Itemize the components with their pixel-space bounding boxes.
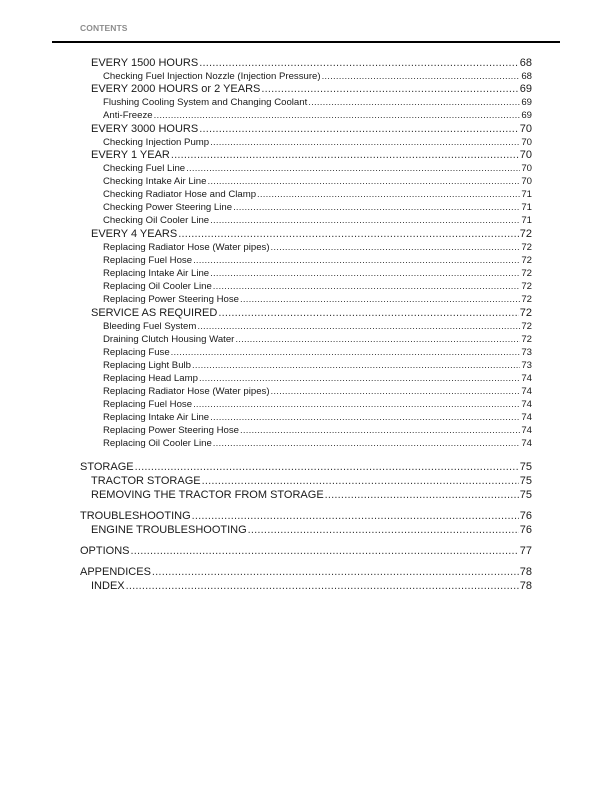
dot-leader (322, 70, 521, 83)
dot-leader (271, 385, 521, 398)
toc-entry[interactable] (80, 510, 532, 523)
dot-leader (154, 109, 521, 122)
toc-entry-page-number: 72 (521, 321, 532, 332)
toc-entry-label: APPENDICES (80, 566, 151, 578)
toc-entry[interactable] (80, 461, 532, 474)
toc-entry-label: Flushing Cooling System and Changing Coolant (103, 97, 308, 108)
toc-entry[interactable] (103, 254, 532, 267)
toc-entry-label: Checking Injection Pump (103, 137, 210, 148)
toc-entry[interactable] (80, 566, 532, 579)
toc-entry-page-number: 71 (521, 215, 532, 226)
toc-entry[interactable] (103, 175, 532, 188)
toc-entry-label: EVERY 1 YEAR (91, 149, 170, 161)
toc-entry[interactable] (103, 411, 532, 424)
toc-entry-page-number: 74 (521, 386, 532, 397)
toc-entry-label: EVERY 1500 HOURS (91, 57, 199, 69)
toc-entry-page-number: 72 (521, 268, 532, 279)
dot-leader (248, 524, 519, 537)
toc-entry-label: Replacing Fuse (103, 347, 170, 358)
toc-entry-label: Checking Radiator Hose and Clamp (103, 189, 257, 200)
dot-leader (193, 254, 520, 267)
toc-entry[interactable] (80, 545, 532, 558)
dot-leader (126, 580, 519, 593)
toc-entry-label: Replacing Radiator Hose (Water pipes) (103, 386, 270, 397)
toc-entry-label: REMOVING THE TRACTOR FROM STORAGE (91, 489, 324, 501)
toc-entry-page-number: 69 (521, 110, 532, 121)
toc-entry[interactable] (91, 307, 532, 320)
toc-entry-page-number: 77 (519, 545, 532, 557)
toc-entry-label: Anti-Freeze (103, 110, 153, 121)
toc-entry[interactable] (103, 188, 532, 201)
toc-entry-label: Bleeding Fuel System (103, 321, 197, 332)
toc-entry[interactable] (103, 320, 532, 333)
dot-leader (192, 510, 519, 523)
dot-leader (218, 307, 518, 320)
toc-entry-label: Replacing Head Lamp (103, 373, 198, 384)
toc-entry[interactable] (91, 475, 532, 488)
toc-entry-label: EVERY 4 YEARS (91, 228, 178, 240)
dot-leader (240, 293, 520, 306)
toc-entry[interactable] (91, 149, 532, 162)
page-header-title: CONTENTS (80, 23, 128, 33)
toc-entry-page-number: 74 (521, 399, 532, 410)
toc-entry[interactable] (91, 123, 532, 136)
toc-entry-page-number: 74 (521, 425, 532, 436)
toc-entry[interactable] (91, 524, 532, 537)
dot-leader (171, 149, 519, 162)
toc-entry[interactable] (103, 162, 532, 175)
toc-entry[interactable] (103, 424, 532, 437)
toc-entry[interactable] (103, 267, 532, 280)
toc-entry[interactable] (103, 293, 532, 306)
toc-entry-page-number: 72 (521, 294, 532, 305)
toc-entry-label: Replacing Intake Air Line (103, 412, 210, 423)
toc-entry-label: Replacing Power Steering Hose (103, 294, 239, 305)
dot-leader (186, 162, 520, 175)
toc-entry[interactable] (103, 333, 532, 346)
dot-leader (210, 136, 520, 149)
toc-entry-label: INDEX (91, 580, 125, 592)
dot-leader (210, 411, 520, 424)
toc-entry-label: Replacing Intake Air Line (103, 268, 210, 279)
toc-entry-page-number: 72 (521, 242, 532, 253)
dot-leader (207, 175, 520, 188)
toc-entry-page-number: 69 (521, 97, 532, 108)
toc-entry-page-number: 78 (519, 580, 532, 592)
toc-entry-label: Checking Intake Air Line (103, 176, 207, 187)
toc-entry-page-number: 75 (519, 475, 532, 487)
toc-entry-label: Checking Fuel Line (103, 163, 186, 174)
toc-entry-page-number: 72 (519, 307, 532, 319)
toc-entry-page-number: 74 (521, 438, 532, 449)
toc-entry[interactable] (103, 280, 532, 293)
toc-entry-page-number: 72 (519, 228, 532, 240)
dot-leader (135, 461, 519, 474)
toc-entry-page-number: 74 (521, 373, 532, 384)
toc-entry-page-number: 69 (519, 83, 532, 95)
toc-entry-label: TRACTOR STORAGE (91, 475, 201, 487)
dot-leader (233, 201, 520, 214)
dot-leader (257, 188, 520, 201)
dot-leader (152, 566, 519, 579)
dot-leader (193, 398, 520, 411)
dot-leader (202, 475, 519, 488)
toc-entry-label: TROUBLESHOOTING (80, 510, 191, 522)
toc-entry[interactable] (91, 580, 532, 593)
toc-entry-page-number: 73 (521, 360, 532, 371)
toc-entry-page-number: 76 (519, 510, 532, 522)
dot-leader (131, 545, 519, 558)
dot-leader (213, 280, 521, 293)
toc-entry[interactable] (103, 214, 532, 227)
toc-entry[interactable] (103, 385, 532, 398)
toc-entry-page-number: 71 (521, 189, 532, 200)
dot-leader (261, 83, 518, 96)
toc-entry[interactable] (103, 241, 532, 254)
toc-entry[interactable] (103, 109, 532, 122)
dot-leader (199, 372, 520, 385)
toc-entry-label: Replacing Fuel Hose (103, 399, 193, 410)
toc-entry[interactable] (103, 359, 532, 372)
dot-leader (271, 241, 521, 254)
toc-entry-label: STORAGE (80, 461, 134, 473)
toc-entry[interactable] (103, 136, 532, 149)
toc-entry-label: SERVICE AS REQUIRED (91, 307, 218, 319)
toc-entry-page-number: 71 (521, 202, 532, 213)
toc-entry[interactable] (103, 437, 532, 450)
toc-entry-label: EVERY 3000 HOURS (91, 123, 199, 135)
toc-entry-label: Replacing Oil Cooler Line (103, 281, 212, 292)
toc-entry-label: Replacing Light Bulb (103, 360, 192, 371)
dot-leader (210, 267, 520, 280)
toc-entry[interactable] (103, 70, 532, 83)
dot-leader (199, 123, 519, 136)
toc-entry-page-number: 68 (521, 71, 532, 82)
toc-entry-label: Replacing Power Steering Hose (103, 425, 239, 436)
dot-leader (325, 489, 519, 502)
toc-entry[interactable] (91, 83, 532, 96)
toc-entry[interactable] (103, 346, 532, 359)
toc-entry-label: Checking Fuel Injection Nozzle (Injection Pressure) (103, 71, 321, 82)
toc-entry[interactable] (103, 201, 532, 214)
dot-leader (171, 346, 521, 359)
toc-entry-label: Checking Oil Cooler Line (103, 215, 210, 226)
toc-entry-page-number: 70 (519, 149, 532, 161)
toc-entry[interactable] (91, 57, 532, 70)
dot-leader (197, 320, 520, 333)
toc-entry[interactable] (103, 398, 532, 411)
toc-entry-label: Replacing Fuel Hose (103, 255, 193, 266)
toc-entry-label: Draining Clutch Housing Water (103, 334, 235, 345)
dot-leader (213, 437, 521, 450)
toc-entry-page-number: 72 (521, 255, 532, 266)
toc-entry-page-number: 72 (521, 334, 532, 345)
toc-entry[interactable] (91, 228, 532, 241)
toc-entry-page-number: 70 (521, 176, 532, 187)
toc-entry-page-number: 72 (521, 281, 532, 292)
toc-entry-page-number: 70 (521, 163, 532, 174)
toc-entry-label: OPTIONS (80, 545, 130, 557)
toc-entry-label: ENGINE TROUBLESHOOTING (91, 524, 247, 536)
toc-entry-page-number: 75 (519, 489, 532, 501)
toc-entry-page-number: 74 (521, 412, 532, 423)
dot-leader (199, 57, 519, 70)
dot-leader (240, 424, 520, 437)
toc-entry-page-number: 78 (519, 566, 532, 578)
toc-entry-label: EVERY 2000 HOURS or 2 YEARS (91, 83, 261, 95)
dot-leader (235, 333, 520, 346)
toc-entry-label: Replacing Oil Cooler Line (103, 438, 212, 449)
toc-entry-page-number: 73 (521, 347, 532, 358)
toc-entry-page-number: 75 (519, 461, 532, 473)
dot-leader (210, 214, 520, 227)
header-divider (52, 41, 560, 43)
toc-entry-label: Replacing Radiator Hose (Water pipes) (103, 242, 270, 253)
toc-entry-label: Checking Power Steering Line (103, 202, 233, 213)
toc-entry-page-number: 76 (519, 524, 532, 536)
toc-entry-page-number: 68 (519, 57, 532, 69)
dot-leader (178, 228, 519, 241)
dot-leader (308, 96, 520, 109)
toc-entry-page-number: 70 (521, 137, 532, 148)
toc-entry-page-number: 70 (519, 123, 532, 135)
toc-entry[interactable] (103, 96, 532, 109)
toc-entry[interactable] (103, 372, 532, 385)
toc-entry[interactable] (91, 489, 532, 502)
dot-leader (192, 359, 520, 372)
